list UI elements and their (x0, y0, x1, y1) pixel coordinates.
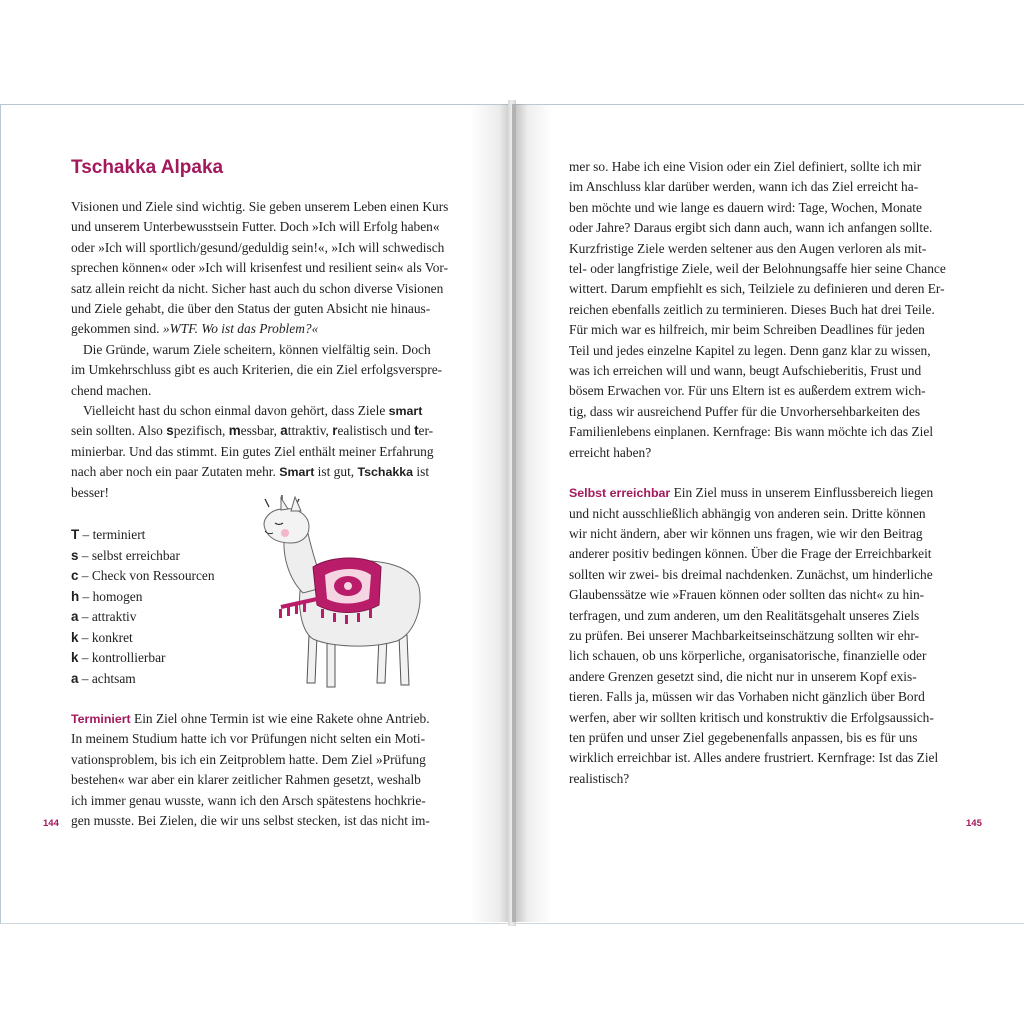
paragraph-reasons: Die Gründe, warum Ziele scheitern, können vielfältig sein. Doch im Umkehrschluss gibt es auch Kriterien, die ein Ziel erfolgsverspre- chend machen. (71, 341, 443, 398)
paragraph-terminiert: Terminiert Ein Ziel ohne Termin ist wie eine Rakete ohne Antrieb. In meinem Studium hatte ich vor Prüfungen nicht selten ein Moti- vationsproblem, bis ich ein Zeitproblem hatte. Dem Ziel »Prüfung bestehen« war aber ein klarer zeitlicher Rahmen gesetzt, weshalb ich immer genau wusste, wann ich den Arsch spätestens hochkrie- gen musste. Bei Zielen, die wir uns selbst stecken, ist das nicht im- (71, 711, 430, 829)
paragraph-intro: Visionen und Ziele sind wichtig. Sie geben unserem Leben einen Kurs und unserem Unterbewusstsein Futter. Doch »Ich will Erfolg haben« oder »Ich will sportlich/gesund/geduldig sein!«, »Ich will schwedisch sprechen können« oder »Ich will krisenfest und resilient sein« als Vor- satz allein reicht da nicht. Sicher hast auch du schon diverse Visionen und Ziele gehabt, die über den Status der guten Absicht nie hinaus- gekommen sind. »WTF. Wo ist das Problem?« (71, 199, 449, 337)
list-item: a – attraktiv (71, 609, 137, 624)
list-item: s – selbst erreichbar (71, 547, 180, 563)
list-item: T – terminiert (71, 527, 146, 542)
section-label-selbst-erreichbar: Selbst erreichbar (569, 486, 671, 501)
paragraph-smart: Vielleicht hast du schon einmal davon gehört, dass Ziele smart sein sollten. Also spezifisch, messbar, attraktiv, realistisch und ter- minierbar. Und das stimmt. Ein gutes Ziel enthält meiner Erfahrung nach aber noch ein paar Zutaten mehr. Smart ist gut, Tschakka ist besser! (71, 403, 434, 500)
left-body-bottom (71, 709, 457, 831)
tschakka-list (71, 525, 215, 689)
gutter-shadow-right (512, 104, 552, 922)
list-item: a – achtsam (71, 670, 136, 686)
list-item: c – Check von Ressourcen (71, 568, 215, 583)
italic-quote: »WTF. Wo ist das Problem?« (162, 321, 319, 337)
paragraph-selbst-erreichbar: Selbst erreichbar Ein Ziel muss in unserem Einflussbereich liegen und nicht ausschließlich abhängig von anderen sein. Dritte können wir nicht ändern, aber wir können uns fragen, wie wir den Beitrag anderer positiv bedingen können. Über die Frage der Erreichbarkeit sollten wir zwei- bis dreimal nachdenken. Zunächst, um hinderliche Glaubenssätze wie »Frauen können oder sollten das nicht« zu hin- terfragen, und zum anderen, um den Realitätsgehalt unseres Ziels zu prüfen. Bei unserer Machbarkeitseinschätzung sollten wir ehr- lich schauen, ob uns körperliche, organisatorische, finanzielle oder andere Grenzen gesetzt sind, die nicht nur in unserem Kopf exis- tieren. Falls ja, müssen wir das Vorhaben nicht gänzlich über Bord werfen, aber wir sollten kritisch und konstruktiv die Erfolgsaussich- ten prüfen und unser Ziel gegebenenfalls anpassen, bis es für uns wirklich erreichbar ist. Alles andere frustriert. Kernfrage: Ist das Ziel realistisch? (569, 485, 939, 786)
right-body (569, 157, 955, 789)
keyword-smart: smart (388, 404, 423, 419)
left-body-top (71, 197, 457, 503)
page-number-right: 145 (966, 818, 982, 829)
paragraph-continued: mer so. Habe ich eine Vision oder ein Ziel definiert, sollte ich mir im Anschluss klar darüber werden, wann ich das Ziel erreicht ha- ben möchte und wie lange es dauern wird: Tage, Wochen, Monate oder Jahre? Daraus ergibt sich dann auch, wann ich anfangen sollte. Kurzfristige Ziele werden seltener aus den Augen verloren als mit- tel- oder langfristige Ziele, weil der Belohnungsaffe hier seine Chance wittert. Darum empfiehlt es sich, Teilziele zu definieren und deren Er- reichen ebenfalls zeitlich zu terminieren. Dieses Buch hat drei Teile. Für mich war es hilfreich, mir beim Schreiben Deadlines für jeden Teil und jedes einzelne Kapitel zu legen. Denn ganz klar zu wissen, was ich erreichen will und wann, beugt Aufschieberitis, Frust und bösem Erwachen vor. Für uns Eltern ist es außerdem extrem wich- tig, dass wir ausreichend Puffer für die Unvorhersehbarkeiten des Familienlebens einplanen. Kernfrage: Bis wann möchte ich das Ziel erreicht haben? (569, 159, 946, 460)
alpaca-illustration (251, 495, 431, 695)
book-spread (0, 104, 1024, 922)
chapter-heading: Tschakka Alpaka (71, 157, 224, 178)
list-item: k – kontrollierbar (71, 650, 166, 665)
section-label-terminiert: Terminiert (71, 712, 131, 726)
list-item: h – homogen (71, 588, 143, 604)
right-page (516, 104, 1024, 924)
left-page (0, 104, 509, 924)
gutter-shadow-left (470, 104, 512, 922)
page-number-left: 144 (43, 818, 59, 829)
list-item: k – konkret (71, 629, 133, 645)
